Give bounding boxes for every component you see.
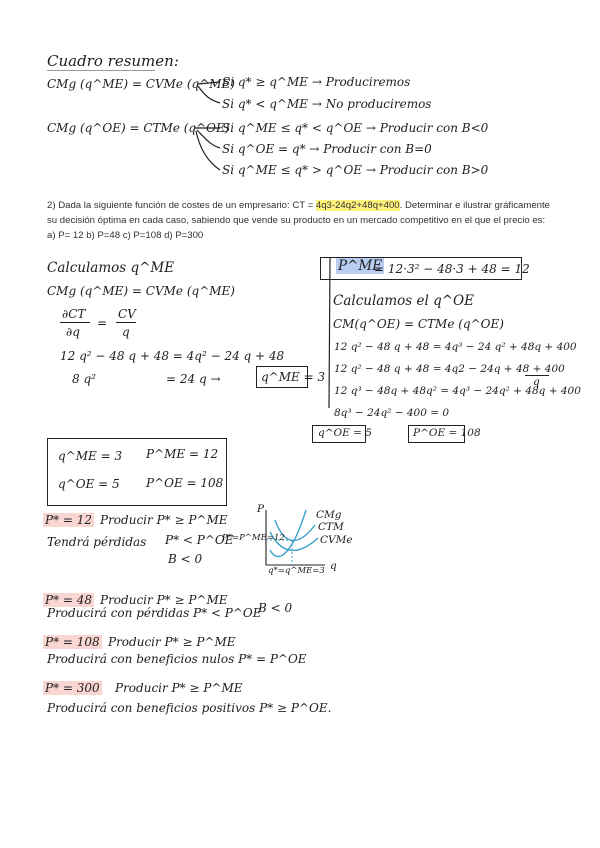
right-eq1: CM(q^OE) = CTMe (q^OE) bbox=[333, 317, 504, 331]
right-calc-divider bbox=[329, 258, 330, 408]
case-c-t2: Producirá con beneficios nulos P* = P^OE bbox=[47, 652, 307, 666]
deriv-bar bbox=[60, 322, 90, 323]
case-a-price-text: P* = 12 bbox=[45, 513, 93, 527]
graph-price-tick: P*=P^ME=12 bbox=[222, 533, 285, 543]
problem-text-before: 2) Dada la siguiente función de costes de un empresario: CT = bbox=[47, 200, 316, 211]
problem-highlight: 4q3-24q2+48q+400 bbox=[315, 200, 400, 211]
case-a-t1: Producir P* ≥ P^ME bbox=[100, 513, 228, 527]
qoe-result: q^OE = 5 bbox=[318, 427, 372, 439]
graph-ctm-label: CTM bbox=[318, 521, 344, 533]
poe-result: P^OE = 108 bbox=[413, 427, 481, 439]
arrow-rule1b bbox=[198, 86, 220, 103]
rule2-b: Si q^OE = q* → Producir con B=0 bbox=[222, 142, 432, 156]
pme-label-text: P^ME bbox=[338, 258, 383, 274]
case-b-price bbox=[43, 594, 94, 606]
left-line2-right: = 24 q → bbox=[166, 372, 221, 386]
frac-num: CV bbox=[118, 307, 136, 321]
pme-expr: = 12·3² − 48·3 + 48 = 12 bbox=[374, 262, 530, 276]
summary-pme: P^ME = 12 bbox=[146, 447, 219, 461]
case-a-t4: B < 0 bbox=[168, 552, 203, 566]
deriv-den: ∂q bbox=[66, 325, 80, 339]
left-line1: 12 q² − 48 q + 48 = 4q² − 24 q + 48 bbox=[60, 349, 285, 363]
case-d-t2: Producirá con beneficios positivos P* ≥ P^OE. bbox=[47, 701, 332, 715]
case-d-t1: Producir P* ≥ P^ME bbox=[115, 681, 243, 695]
case-d-price bbox=[43, 682, 102, 694]
case-b-t3: B < 0 bbox=[258, 601, 293, 615]
graph-q-tick: q*=q^ME=3 bbox=[268, 566, 325, 576]
case-c-t1: Producir P* ≥ P^ME bbox=[108, 635, 236, 649]
graph-y-label: P bbox=[257, 503, 265, 515]
right-line1: 12 q² − 48 q + 48 = 4q³ − 24 q² + 48q + 400 bbox=[334, 341, 577, 353]
case-c-price-text: P* = 108 bbox=[45, 635, 100, 649]
left-line2-left: 8 q² bbox=[72, 372, 96, 386]
frac-bar bbox=[116, 322, 136, 323]
case-c-price bbox=[43, 636, 102, 648]
qme-result: q^ME = 3 bbox=[261, 370, 326, 384]
deriv-eq: = bbox=[97, 316, 108, 330]
summary-title: Cuadro resumen: bbox=[47, 52, 179, 70]
problem-statement bbox=[47, 198, 552, 243]
rule2-a: Si q^ME ≤ q* < q^OE → Producir con B<0 bbox=[222, 121, 489, 135]
summary-qoe: q^OE = 5 bbox=[58, 477, 120, 491]
arrow-rule1a bbox=[198, 82, 220, 84]
frac-den: q bbox=[122, 325, 130, 339]
case-b-t1: Producir P* ≥ P^ME bbox=[100, 593, 228, 607]
summary-qme: q^ME = 3 bbox=[58, 449, 123, 463]
case-a-t2: Tendrá pérdidas bbox=[47, 535, 147, 549]
arrow-rule2c bbox=[196, 131, 220, 170]
rule1-left: CMg (q^ME) = CVMe (q^ME) bbox=[47, 77, 235, 91]
case-b-price-text: P* = 48 bbox=[45, 593, 93, 607]
case-d-price-text: P* = 300 bbox=[45, 681, 100, 695]
right-line2: 12 q² − 48 q + 48 = 4q2 − 24q + 48 + 400 bbox=[334, 363, 565, 375]
case-a-t3: P* < P^OE bbox=[165, 533, 234, 547]
rule2-left: CMg (q^OE) = CTMe (q^OE) bbox=[47, 121, 230, 135]
deriv-num: ∂CT bbox=[62, 307, 86, 321]
summary-poe: P^OE = 108 bbox=[146, 476, 224, 490]
case-a-price bbox=[43, 514, 94, 526]
graph-cvme-label: CVMe bbox=[320, 534, 353, 546]
left-eq1: CMg (q^ME) = CVMe (q^ME) bbox=[47, 284, 235, 298]
right-line2-den: q bbox=[533, 376, 540, 388]
graph-cmg-label: CMg bbox=[316, 509, 342, 521]
graph-x-label: q bbox=[330, 560, 337, 572]
right-line4: 8q³ − 24q² − 400 = 0 bbox=[334, 407, 450, 419]
right-heading: Calculamos el q^OE bbox=[333, 293, 474, 309]
rule1-a: Si q* ≥ q^ME → Produciremos bbox=[222, 75, 411, 89]
left-heading: Calculamos q^ME bbox=[47, 260, 175, 276]
right-line3: 12 q³ − 48q + 48q² = 4q³ − 24q² + 48q + 400 bbox=[334, 385, 581, 397]
rule1-b: Si q* < q^ME → No produciremos bbox=[222, 97, 432, 111]
problem-text-after: . Determinar e ilustrar gráficamente su decisión óptima en cada caso, sabiendo que vende su producto en un mercado competitivo en el que el precio es: a) P= 12 b) P=48 c) P=108 d) P=300 bbox=[47, 200, 550, 241]
rule2-c: Si q^ME ≤ q* > q^OE → Producir con B>0 bbox=[222, 163, 489, 177]
case-b-t2: Producirá con pérdidas P* < P^OE bbox=[47, 606, 262, 620]
